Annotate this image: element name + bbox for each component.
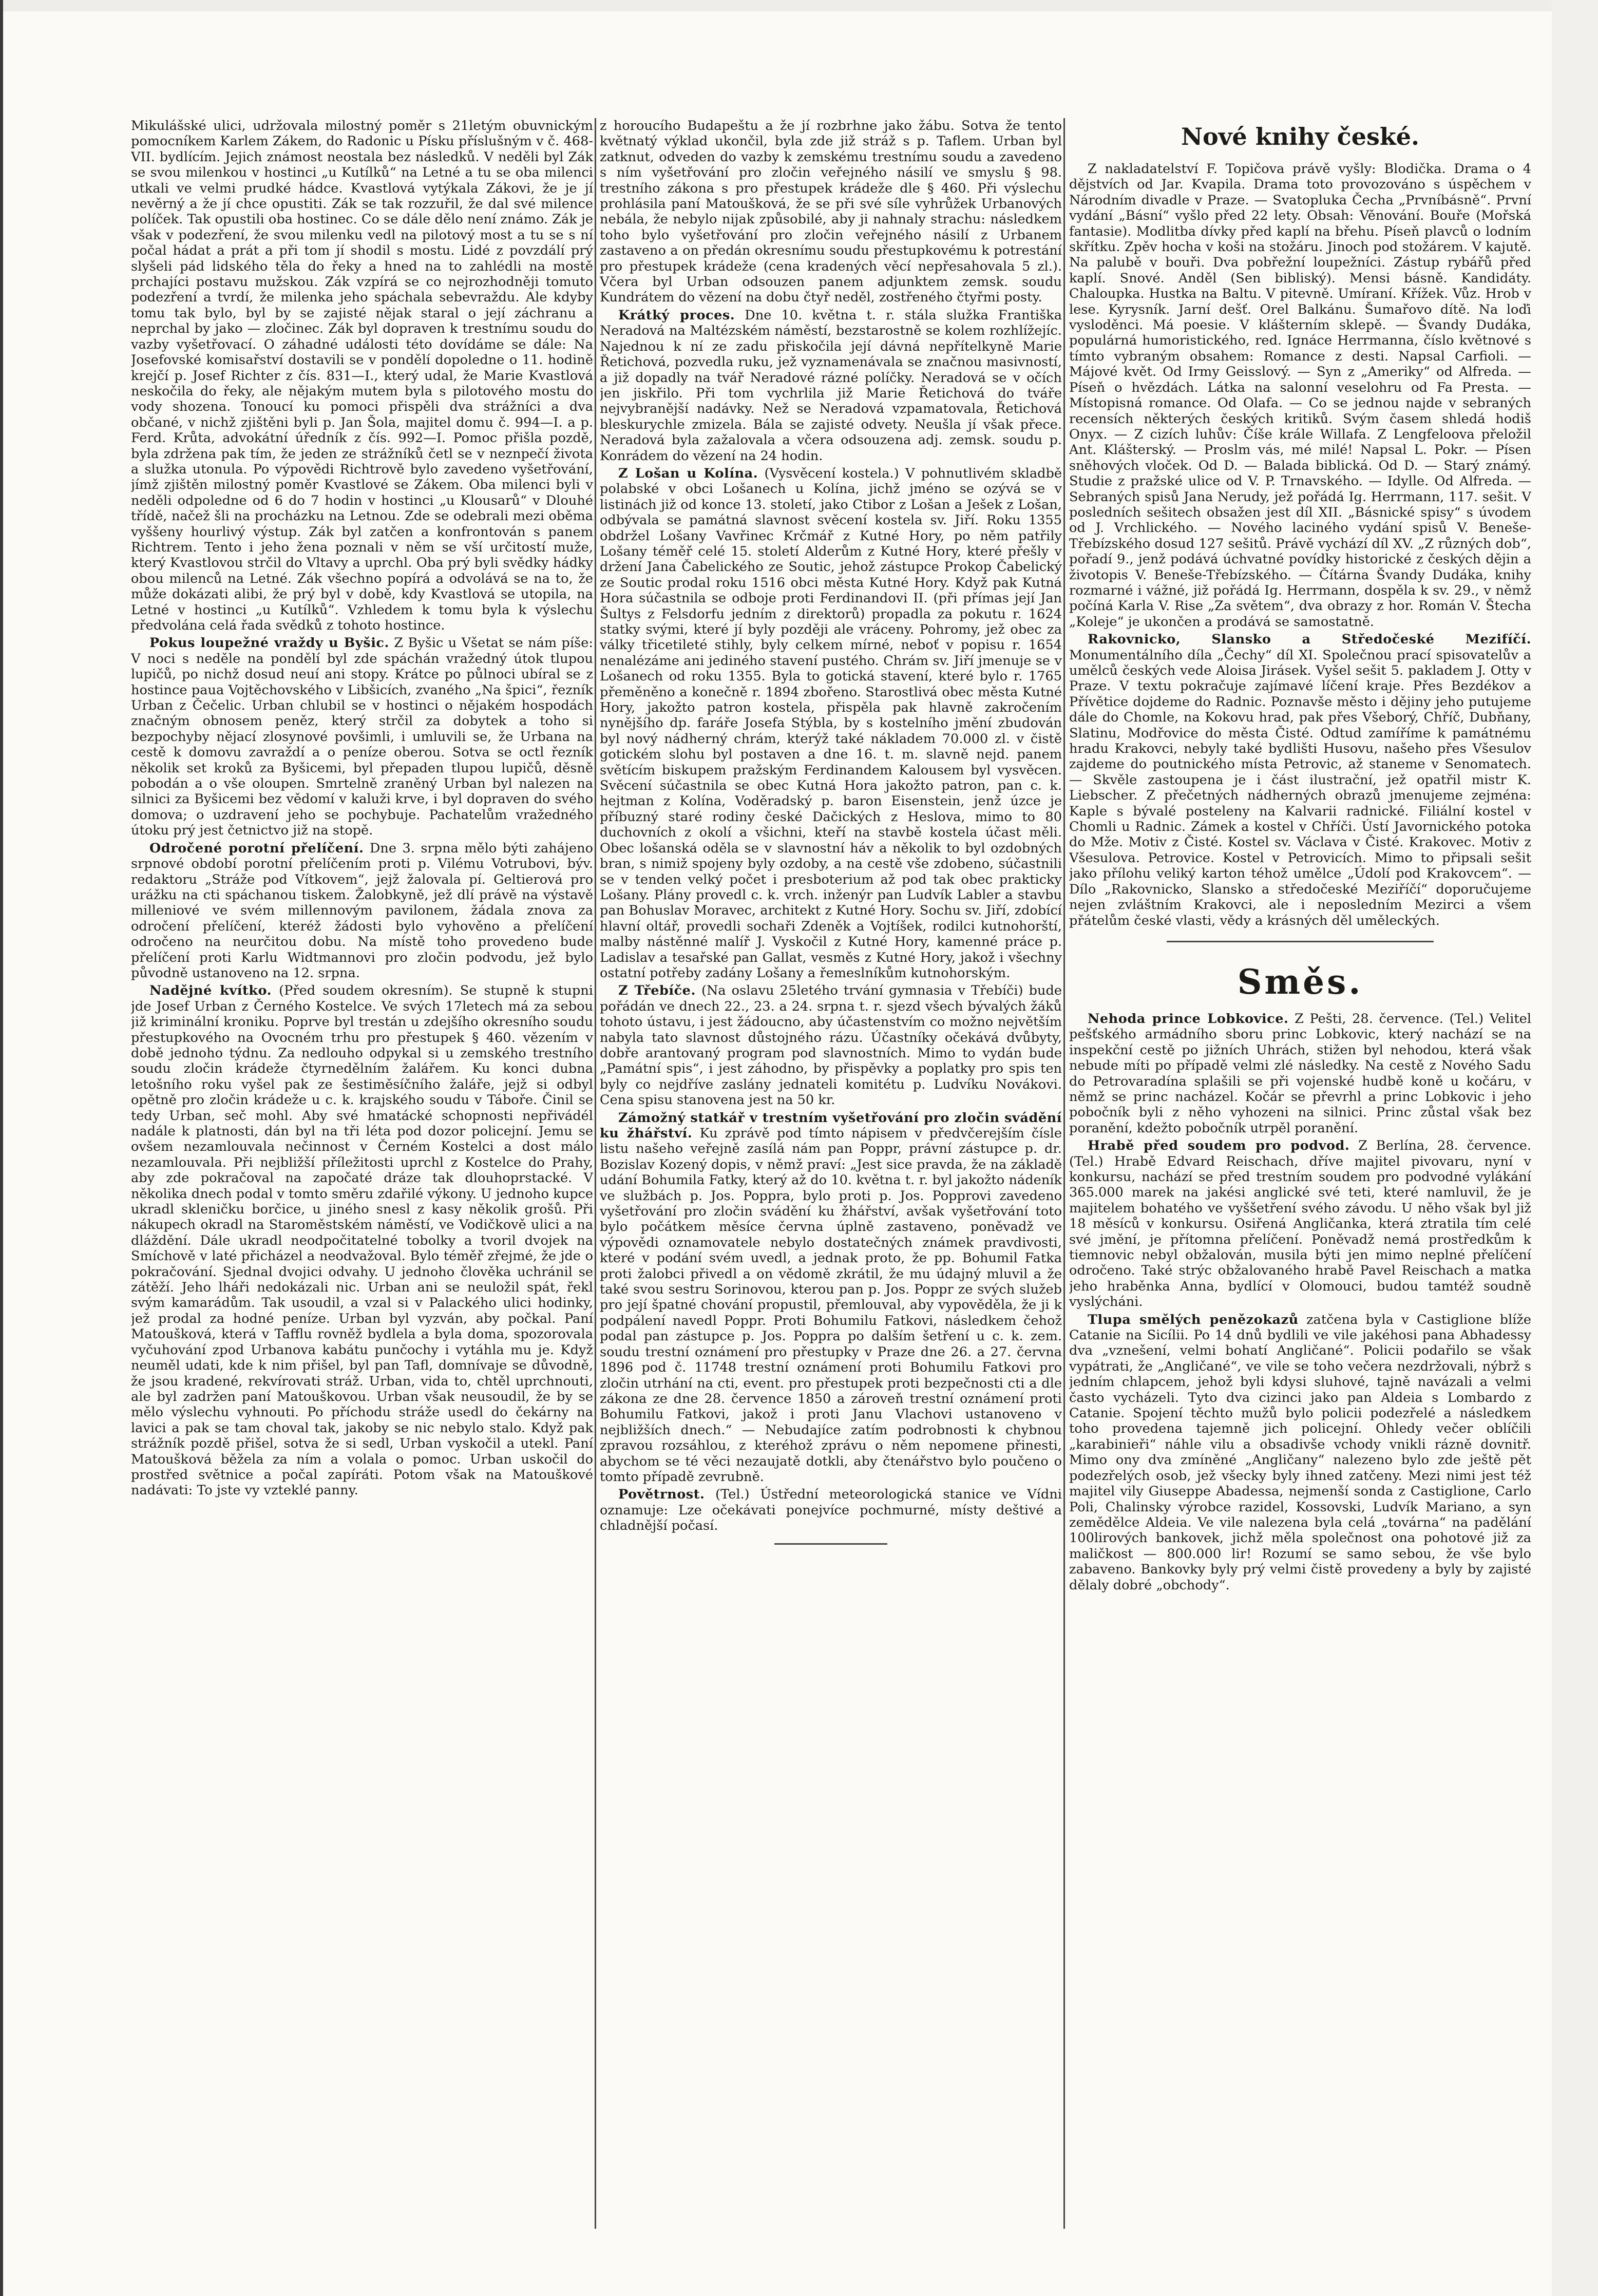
article-body-nadejne: (Před soudem okresním). Se stupně k stupni jde Josef Urban z Černého Kostelce. Ve svých 17letech má za sebou již kriminální kroniku. Poprve byl trestán u zdejšího okresního soudu přestupkového na Ovocném trhu pro přestupek § 460. vězením v době jednoho týdnu. Za nedlouho odpykal si u zemského trestního soudu zločin krádeže čtyrnedělním žalářem. Ku konci dubna letošního roku vyšel pak ze šestiměsíčního žaláře, jejž si odbyl opětně pro zločin krádeže u c. k. krajského soudu v Táboře. Činil se tedy Urban, seč mohl. Aby své hmatácké schopnosti nepřivádél nadále k platnosti, dán byl na tři léta pod dozor policejní. Jemu se ovšem nezamlouvala nečinnost v Černém Kostelci a dost málo nezamlouvala. Při nejbližší příležitosti uprchl z Kostelce do Prahy, aby zde pokračoval na započaté dráze tak dlouhoprstacké. V několika dnech podal v tomto směru zdařilé výkony. U jednoho kupce ukradl skleničku borčice, u jiného snesl z kasy několik grošů. Při nákupech okradl na Staroměstském náměstí, ve Vodičkově ulici a na dláždění. Dále ukradl neodpočitatelné tobolky a tvoril dvojek na Smíchově v laté přicházel a neodvažoval. Bylo téměř zřejmé, že jde o pokračování. Sjednal dvojici odvahy. U jednoho člověka uchránil se zátěží. Jeho lháři nedokázali nic. Urban ani se neuložil spát, řekl svým kamarádům. Tak usoudil, a vzal si v Palackého ulici hodinky, jež prodal za hodné peníze. Urban byl vyzván, aby počkal. Paní Matoušková, která v Tafflu rovněž bydlela a byla doma, spozorovala vyčuhování zpod Urbanova kabátu punčochy i vytáhla mu je. Když neuměl udati, kde k nim přišel, byl pan Tafl, domnívaje se důvodně, že jsou kradené, rekvírovati stráž. Urban, vida to, chtěl uprchnouti, ale byl zadržen paní Matouškovou. Urban však neusoudil, že by se mělo výslechu vyhnouti. Po příchodu stráže usedl do čekárny na lavici a pak se tam choval tak, jakoby se nic nebylo stalo. Když pak strážník pozdě přišel, sotva že si sedl, Urban vyskočil a utekl. Paní Matoušková běžela za ním a volala o pomoc. Urban uskočil do prostřed světnice a počal zapíráti. Potom však na Matouškové nadávati: To jste vy vzteklé panny. <box>131 983 593 1498</box>
article-heading-nadejne: Nadějné kvítko. <box>149 983 272 999</box>
article-body-odrocene: Dne 3. srpna mělo býti zahájeno srpnové období porotní přelíčením proti p. Vilému Votrubovi, býv. redaktoru „Stráže pod Vítkovem“, jejž žalovala pí. Geltierová pro urážku na cti spáchanou tiskem. Žalobkyně, jež dlí právě na výstavě milleniové ve svém millennovým pavilonem, žádala znova za odročení přelíčení, kteréž žádosti bylo vyhověno a přelíčení odročeno na neurčitou dobu. Na místě toho provedeno bude přelíčení proti Karlu Widtmannovi pro zločin podvodu, jež bylo původně ustanoveno na 12. srpna. <box>131 840 593 981</box>
article-heading-rakovnicko: Rakovnicko, Slansko a Středočeské Mezifíčí. <box>1088 632 1531 648</box>
article-odrocene <box>131 841 593 981</box>
scan-top-edge <box>0 0 1598 11</box>
article-povetrnost <box>600 1487 1062 1533</box>
article-loupezne-vrazdy <box>131 635 593 838</box>
column-3 <box>1069 118 1531 2229</box>
article-heading-kratky: Krátký proces. <box>618 307 735 323</box>
article-hrabe-podvod <box>1069 1138 1531 1310</box>
article-body-lobkovic: Z Pešti, 28. července. (Tel.) Velitel pešťského armádního sboru princ Lobkovic, který nachází se na inspekční cestě po jižních Uhrách, stižen byl nehodou, která však nebude míti po případě velmi zlé následky. Na cestě z Nového Sadu do Petrovaradína splašili se při vojenské hudbě koně u kočáru, v němž se princ nacházel. Kočár se převrhl a princ Lobkovic i jeho pobočník byli z něho vyhozeni na silnici. Princ zůstal však bez poranění, kdežto pobočník utrpěl poranění. <box>1069 1011 1531 1136</box>
article-heading-penezokazove: Tlupa smělých penězokazů <box>1088 1312 1299 1327</box>
article-heading-zamozny: Zámožný statkář v trestním vyšetřování pro zločin svádění ku žhářství. <box>600 1110 1062 1141</box>
article-continuation-urban: z horoucího Budapeštu a že jí rozbrhne jako žábu. Sotva že tento květnatý výklad ukončil, byla zde již stráž s p. Taflem. Urban byl zatknut, odveden do vazby k zemskému trestnímu soudu a zavedeno s ním vyšetřování pro zločin veřejného násilí ve smyslu § 98. trestního zákona s pro přestupek krádeže dle § 460. Při výslechu prohlásila paní Matoušková, že se při své síle vyhrůžek Urbanových nebála, že nebylo nijak způsobilé, aby ji nahnaly strachu: následkem toho bylo vyšetřování pro zločin veřejného násilí z Urbanem zastaveno a on předán okresnímu soudu přestupkovému k potrestání pro přestupek krádeže (cena kradených věcí nepřesahovala 5 zl.). Včera byl Urban odsouzen panem adjunktem zemsk. soudu Kundrátem do vězení na dobu čtyř neděl, zostřeného čtyřmi posty. <box>600 118 1062 306</box>
article-body-penezokazove: zatčena byla v Castiglione blíže Catanie na Sicílii. Po 14 dnů bydlili ve vile jakéhosi pana Abhadessy dva „vznešení, velmi bohatí Angličané“. Policii podařilo se však vypátrati, že „Angličané“, ve vile se toho večera nezdržovali, nýbrž s jedním chlapcem, jehož byli kdysi sluhové, tajně navázali a velmi často vycházeli. Tyto dva cizinci jako pan Aldeia s Lombardo z Catanie. Spojení těchto mužů bylo policii podezřelé a následkem toho provedena tajemně jich policejní. Ohledy večer oblíčili „karabinieři“ náhle vilu a obsadivše vchody vnikli rázně dovnitř. Mimo ony dva zmíněné „Angličany“ nalezeno bylo zde ještě pět podezřelých osob, jež všecky byly ihned zatčeny. Mezi nimi jest též majitel vily Giuseppe Abadessa, nejmenší sonda z Castiglione, Carlo Poli, Chalinsky výrobce razidel, Kossovski, Ludvík Mariano, a syn zemědělce Aldeia. Ve vile nalezena byla celá „továrna“ na padělání 100lirových bankovek, jichž měla společnost ona pohotové již za maličkost — 800.000 lir! Rozumí se samo sebou, že vše bylo zabaveno. Bankovky byly prý velmi čistě provedeny a byly by zajisté dělaly dobré „obchody“. <box>1069 1312 1531 1593</box>
article-heading-losan: Z Lošan u Kolína. <box>618 465 758 481</box>
article-nehoda-lobkovic <box>1069 1011 1531 1136</box>
article-body-hrabe: Z Berlína, 28. července. (Tel.) Hrabě Edvard Reischach, dříve majitel pivovaru, nyní v konkursu, nachází se před trestním soudem pro podvodné vylákání 365.000 marek na jakési anglické své teti, které namluvil, že je majitelem bohatého ve vyššetření svého závodu. U něho však byl již 18 měsíců v konkursu. Osiřená Angličanka, která ztratila tím celé své jmění, je přítomna přelíčení. Poněvadž nemá prostředkům k tiemnovic nebyl obžalován, musila býti jen mimo neplné přelíčení odročeno. Také strýc obžalovaného hrabě Pavel Reischach a matka jeho hraběnka Anna, bydlící v Olomouci, budou tamtéž soudně vyslýcháni. <box>1069 1138 1531 1310</box>
section-heading-smes: Směs. <box>1237 961 1363 1002</box>
article-body-kratky: Dne 10. května t. r. stála služka Františka Neradová na Maltézském náměstí, bezstarostně se kolem rozhlížejíc. Najednou k ní ze zadu přiskočila její dávná nepřítelkyně Marie Řetichová, pozvedla ruku, jež vyznamenávala se značnou masivností, a již dopadly na tvář Neradové rázné políčky. Neradová se v očích jen jiskřilo. Při tom vychrlila již Marie Řetichová do tváře nejvybranější nadávky. Než se Neradová vzpamatovala, Řetichová bleskurychle zmizela. Bála se zajisté odvety. Neušla jí však přece. Neradová byla zažalovala a včera odsouzena adj. zemsk. soudu p. Konrádem do vězení na 24 hodin. <box>600 307 1062 464</box>
article-nove-knihy: Z nakladatelství F. Topičova právě vyšly: Blodička. Drama o 4 dějstvích od Jar. Kvapila. Drama toto provozováno s úspěchem v Národním divadle v Praze. — Svatopluka Čecha „Prvníbásně“. První vydání „Básní“ vyšlo před 22 lety. Obsah: Věnování. Bouře (Mořská fantasie). Modlitba dívky před kaplí na břehu. Píseň plavců o lodním skřítku. Zpěv hocha v koši na stožáru. Jinoch pod stožárem. V kajutě. Na palubě v bouři. Dva pobřežní loupežníci. Zástup rybářů před kaplí. Snové. Anděl (Sen bibliský). Mensi básně. Kandidáty. Chaloupka. Hustka na Baltu. V pitevně. Umíraní. Křížek. Vůz. Hrob v lese. Kyrysník. Jarní dešť. Orel Balkánu. Šumařovo dítě. Na loďi vysloděnci. Má poesie. V klášterním sklepě. — Švandy Dudáka, populárná humoristického, red. Ignáce Herrmanna, číslo květnové s tímto vybraným obsahem: Romance z desti. Napsal Carfioli. — Májové květ. Od Irmy Geisslový. — Syn z „Ameriky“ od Alfreda. — Píseň o hvězdách. Látka na salonní veselohru od Fa Presta. — Místopisná romance. Od Olafa. — Co se jednou najde v sebraných recensích některých českých kritiků. Svým časem shledá hodiš Onyx. — Z cizích luhův: Číše krále Willafa. Z Lengfeloova přeložil Ant. Klášterský. — Proslm vás, mé milé! Napsal L. Pokr. — Písen sněhových vloček. Od D. — Balada biblická. Od D. — Starý známý. Studie z pražské ulice od V. P. Trnavského. — Idylle. Od Alfreda. — Sebraných spisů Jana Nerudy, jež pořádá Ig. Herrmann, 117. sešit. V posledních sešitech obsažen jest díl XII. „Básnické spisy“ s úvodem od J. Vrchlického. — Nového laciného vydání spisů V. Beneše-Třebízského dosud 127 sešitů. Právě vychází díl XV. „Z různých dob“, pořadí 9., jenž podává úchvatné povídky historické z českých dějin a životopis V. Beneše-Třebízského. — Čítárna Švandy Dudáka, knihy rozmarné i vážné, již pořádá Ig. Herrmann, dospěla k sv. 29., v němž počíná Karla V. Rise „Za světem“, dva obrazy z hor. Román V. Štecha „Koleje“ je ukončen a prodává se samostatně. <box>1069 161 1531 630</box>
article-heading-hrabe: Hrabě před soudem pro podvod. <box>1088 1138 1350 1154</box>
article-heading-trebic: Z Třebíče. <box>618 983 696 999</box>
article-heading-loupezne: Pokus loupežné vraždy u Byšic. <box>149 635 389 651</box>
article-losan <box>600 466 1062 981</box>
article-nadejne <box>131 983 593 1498</box>
column-divider-1 <box>595 118 596 2229</box>
article-body-trebic: (Na oslavu 25letého trvání gymnasia v Třebíči) bude pořádán ve dnech 22., 23. a 24. srpna t. r. sjezd všech bývalých žáků tohoto ústavu, i jest žádoucno, aby účastenstvím co možno největším nabyla tato slavnost důstojného rázu. Účastníky očekává dvůbyty, dobře arantovaný program pod slavnostních. Mimo to vydán bude „Památní spis“, i jest záhodno, by přispěvky a poplatky pro spis ten byly co nejdříve zaslány jednateli komitétu p. Ludvíku Novákovi. Cena spisu stanovena jest na 50 kr. <box>600 983 1062 1108</box>
article-continuation-kvastlova: Mikulášské ulici, udržovala milostný poměr s 21letým obuvnickým pomocníkem Karlem Zákem, do Radonic u Písku příslušným v č. 468-VII. bydlícím. Jejich známost neostala bez následků. V neděli byl Zák se svou milenkou v hostinci „u Kutílků“ na Letné a tu se oba milenci utkali ve velmi prudké hádce. Kvastlová vytýkala Zákovi, že je jí nevěrný a že jí chce opustiti. Zák se tak rozzuřil, že dal své milence políček. Tak opustili oba hostinec. Co se dále dělo není známo. Zák je však v podezření, že svou milenku vedl na pilotový most a tu se s ní počal hádat a prát a při tom jí shodil s mostu. Lidé z povzdálí prý slyšeli pád lidského těla do řeky a hned na to zahlédli na mostě prchajíci postavu mužskou. Zák vzpírá se co nejrozhodněji tomuto podezření a tvrdí, že milenka jeho spáchala sebevraždu. Ale kdyby tomu tak bylo, byl by se zajisté nějak staral o její záchranu a neprchal by jako — zločinec. Zák byl dopraven k trestnímu soudu do vazby vyšetřovací. O záhadné události této dovídáme se dále: Na Josefovské komisařství dostavili se v pondělí dopoledne o 11. hodině krejčí p. Josef Richter z čís. 831—I., který udal, že Marie Kvastlová neskočila do řeky, ale nějakým mutem byla s pilotového mostu do vody shozena. Tonoucí ku pomoci přispěli dva strážníci a dva občané, v nichž zjištěni byli p. Jan Šola, majitel domu č. 994—I. a p. Ferd. Krůta, advokátní úředník z čís. 992—I. Pomoc přišla pozdě, byla zdržena pak tím, že jeden ze strážníků četl se v neznpečí života a služka utonula. Po výpovědi Richtrově bylo zavedeno vyšetřování, jímž zjištěn milostný poměr Kvastlové se Zákem. Oba milenci byli v neděli odpoledne od 6 do 7 hodin v hostinci „u Klousarů“ v Dlouhé třídě, načež šli na procházku na Letnou. Zde se odebrali mezi oběma vyššeny hourlivý výstup. Zák byl zatčen a konfrontován s panem Richtrem. Tento i jeho žena poznali v něm se vší určitostí muže, který Kvastlovou strčil do Vltavy a uprchl. Oba prý byli svědky hádky obou milenců na Letné. Zák všechno popírá a odvolává se na to, že může dokázati alibi, že prý byl v době, kdy Kvastlová se utopila, na Letné v hostinci „u Kutílků“. Vzhledem k tomu byla k výslechu předvolána celá řada svědků z tohoto hostince. <box>131 118 593 633</box>
article-zamozny <box>600 1110 1062 1485</box>
article-kratky-proces <box>600 308 1062 464</box>
column-divider-2 <box>1063 118 1065 2229</box>
article-body-losan: (Vysvěcení kostela.) V pohnutlivém skladbě polabské v obci Lošanech u Kolína, jichž jméno se ozývá se v listinách již od konce 13. století, jako Ctibor z Lošan a Ješek z Lošan, odbývala se památná slavnost svěcení kostela sv. Jiří. Roku 1355 obdržel Lošany Vavřinec Krčmář z Kutné Hory, po něm patřily Lošany téměř celé 15. století Alderům z Kutné Hory, které přešly v držení Jana Čabelického ze Soutic, jehož zástupce Prokop Čabelický ze Soutic prodal roku 1516 obci města Kutné Hory. Když pak Kutná Hora súčastnila se odboje proti Ferdinandovi II. (při přímas její Jan Šultys z Felsdorfu jedním z direktorů) propadla za pokutu r. 1624 statky svými, které jí byly později ale vráceny. Pohromy, jež obec za války třicetileté stihly, byly celkem mírné, neboť v popisu r. 1654 nenalézáme ani jediného stavení pustého. Chrám sv. Jiří jmenuje se v Lošanech od roku 1355. Byla to gotická stavení, které bylo r. 1765 přeměněno a konečně r. 1894 zbořeno. Starostlivá obec města Kutné Hory, jakožto patron kostela, přispěla pak hlavně zakročením nynějšího dp. faráře Josefa Stýbla, by s kostelního jmění zbudován byl nový nádherný chrám, kterýž také nákladem 70.000 zl. v čistě gotickém slohu byl postaven a dne 16. t. m. slavně nejd. panem světícím biskupem pražským Ferdinandem Kalousem byl vysvěcen. Svěcení súčastnila se obec Kutná Hora jakožto patron, pan c. k. hejtman z Kolína, Voděradský p. baron Eisenstein, jenž úzce je příbuzný staré rodiny české Dačických z Heslova, mimo to 80 duchovních z okolí a všichni, kteří na stavbě kostela účast měli. Obec lošanská oděla se v slavnostní háv a několik to byl ozdobných bran, s nimiž spojeny byly ozdoby, a na cestě vše zdobeno, súčastnili se v tenden velký počet i presboterium až pod tak obec prakticky Lošany. Plány provedl c. k. vrch. inženýr pan Ludvík Labler a stavbu pan Bohuslav Moravec, architekt z Kutné Hory. Sochu sv. Jiří, zdobící hlavní oltář, provedli sochaři Zdeněk a Vojtíšek, rodilci kutnohorští, malby nástěnné malíř J. Vyskočil z Kutné Hory, kamenné práce p. Ladislav a tesařské pan Gallat, vesměs z Kutné Hory, jakož i všechny ostatní potřeby zadány Lošany a řemeslníkům kutnohorským. <box>600 465 1062 981</box>
article-heading-povetrnost: Povětrnost. <box>618 1487 705 1503</box>
section-divider <box>1167 941 1434 942</box>
column-1 <box>131 118 593 2229</box>
article-body-rakovnicko: Monumentálního díla „Čechy“ díl XI. Společnou prací spisovatelův a umělců českých vede Aloisa Jirásek. Vyšel sešit 5. pakladem J. Otty v Praze. V textu pokračuje zajímavé líčení kraje. Přes Bezdékov a Přívětice dojdeme do Radnic. Poznavše město i dějiny jeho putujeme dále do Chomle, na Kokovu hrad, pak přes Všeborý, Chříč, Dubňany, Slatinu, Modřovice do města Čisté. Odtud zamíříme k památnému hradu Krakovci, nebyly také bydlišti Husovu, našeho přes Všesulov zajdeme do poutnického místa Petrovic, až staneme v Senomatech. — Skvěle zastoupena je i část ilustrační, jež opatřil mistr K. Liebscher. Z přečetných nádherných obrazů jmenujeme zejména: Kaple s bývalé posteleny na Kalvarii radnické. Filiální kostel v Chomli u Radnic. Zámek a kostel v Chříči. Ústí Javornického potoka do Mže. Motiv z Čisté. Kostel sv. Václava v Čisté. Krakovec. Motiv z Všesulova. Petrovice. Kostel v Petrovicích. Mimo to připsali sešit jako přílohu veliký karton téhož umělce „Údolí pod Krakovcem“. — Dílo „Rakovnicko, Slansko a středočeské Meziříčí“ doporučujeme nejen zvláštním Krakovci, ale i neposledním Mezirci a všem přátelům české vlasti, vědy a krásných děl uměleckých. <box>1069 647 1531 928</box>
end-rule <box>774 1543 887 1545</box>
article-heading-odrocene: Odročené porotní přelíčení. <box>149 840 364 856</box>
article-penezokazove <box>1069 1312 1531 1593</box>
section-heading-nove-knihy: Nové knihy české. <box>1181 123 1420 150</box>
scan-right-margin <box>1552 0 1598 2296</box>
scan-left-edge <box>0 0 3 2296</box>
article-trebic <box>600 983 1062 1108</box>
article-body-loupezne: Z Byšic u Všetat se nám píše: V noci s neděle na pondělí byl zde spáchán vražedný útok tlupou lupičů, po nichž dosud neuí ani stopy. Krátce po půlnoci ubíral se z hostince paua Vojtěchovského v Libšicích, zvaného „Na špici“, řezník Urban z Čečelic. Urban chlubil se v hostinci o nějakém hospodách značným obnosem peněz, který strčil za dobytek a toho si bezpochyby nějací zlosynové povšimli, i umluvili se, že Urbana na cestě k domovu zavraždí a o peníze oberou. Sotva se octl řezník několik set kroků za Byšicemi, byl přepaden tlupou lupičů, děsně pobodán a o vše oloupen. Smrtelně zraněný Urban byl nalezen na silnici za Byšicemi bez vědomí v kaluži krve, i byl dopraven do svého domova; o uzdravení jeho se pochybuje. Pachatelům vražedného útoku prý jest četnictvo již na stopě. <box>131 635 593 839</box>
article-body-zamozny: Ku zprávě pod tímto nápisem v předvčerejším čísle listu našeho veřejně zasílá nám pan Poppr, právní zástupce p. dr. Bozislav Kozený dopis, v němž praví: „Jest sice pravda, že na základě udání Bohumila Fatky, který až do 10. května t. r. byl jakožto nádeník ve službách p. Jos. Poppra, bylo proti p. Jos. Popprovi zavedeno vyšetřování pro zločin svádění ku žhářství, avšak vyšetřování toto bylo počátkem měsíce června úplně zastaveno, poněvadž ve výpovědi oznamovatele nebylo dostatečných známek pravdivosti, které v podání svém uvedl, a jednak proto, že pp. Bohumil Fatka proti žalobci přivedl a on vědomě zkrátil, že mu údajný mluvil a že také svou sestru Sorinovou, kterou pan p. Jos. Poppr ze svých služeb pro její špatné chování propustil, přemlouval, aby vypověděla, že ji k podpálení navedl Poppr. Proti Bohumilu Fatkovi, následkem čehož podal pan zástupce p. Jos. Poppra po dalším šetření u c. k. zem. soudu trestní oznámení pro přestupky v Praze dne 26. a 27. června 1896 pod č. 11748 trestní oznámení proti Bohumilu Fatkovi pro zločin utrhání na cti, event. pro přestupek proti bezpečnosti cti a dle zákona ze dne 28. července 1850 a zároveň trestní oznámení proti Bohumilu Fatkovi, jakož i proti Janu Vlachovi ustanoveno v nejbližších dnech.“ — Nebudajíce zatím podrobnosti k chybnou zpravou rozsáhlou, z kteréhož zprávu o něm nepomene přinesti, abychom se té věci nezaujatě dotkli, aby čtenářstvo bylo poučeno o tomto případě zevrubně. <box>600 1126 1062 1485</box>
article-rakovnicko <box>1069 632 1531 928</box>
article-body-povetrnost: (Tel.) Ústřední meteorologická stanice ve Vídni oznamuje: Lze očekávati ponejvíce pochmurné, místy deštivé a chladnější počasí. <box>600 1487 1062 1534</box>
column-2 <box>600 118 1062 2229</box>
article-heading-lobkovic: Nehoda prince Lobkovice. <box>1088 1011 1289 1027</box>
